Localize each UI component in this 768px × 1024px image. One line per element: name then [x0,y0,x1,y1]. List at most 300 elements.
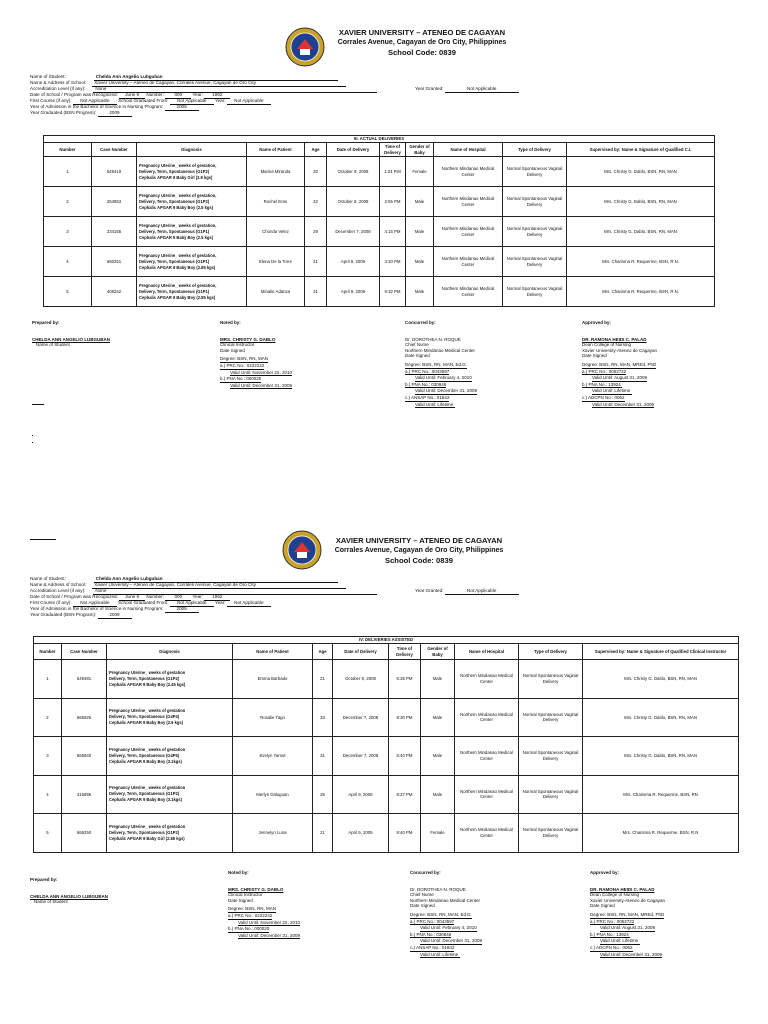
diagnosis-line: Delivery, Term, Spontaneous (G1P2) [109,791,180,797]
university-header [327,28,517,58]
concurred-head: Concurred by: [405,320,436,325]
concurred-pna: b.) PNA No.: 030846 [410,931,452,937]
cell-diagnosis [107,660,233,699]
school-grad-value: Not Applicable [170,98,214,105]
cell-age: 21 [305,247,327,277]
table-title: III. ACTUAL DELIVERIES [44,136,715,143]
diagnosis-line: Delivery, Term, Spontaneous (G1P2) [139,168,210,174]
divider-line [30,539,56,540]
year-label: Year: [192,92,204,97]
cell-age: 21 [313,660,333,699]
cell-supervisor: Mrs. Charisma R. Requerme, BSN, RN [583,775,739,814]
number-label: Number: [146,92,165,97]
cell-date: April 9, 2009 [333,775,389,814]
cell-delivery-type: Normal Spontaneous Vaginal Delivery [503,277,567,307]
cell-gender: Male [406,187,434,217]
cell-time: 9:27 PM [389,775,421,814]
table-row [34,660,739,699]
cell-number: 3 [44,217,92,247]
cell-delivery-type: Normal Spontaneous Vaginal Delivery [519,775,583,814]
prepared-role: Name of Student [34,899,68,905]
cell-date: April 9, 2009 [333,814,389,853]
cell-number: 4 [44,247,92,277]
prepared-role: Name of Student [36,342,70,348]
cell-supervisor: Mrs. Charisma R. Requerme, BSN, R.N [583,814,739,853]
cell-case-number: 566926 [62,698,107,737]
year2-value: Not Applicable [227,98,271,105]
cell-delivery-type: Normal Spontaneous Vaginal Delivery [519,737,583,776]
cell-supervisor: Mrs. Christy G. Dablo, BSN, RN, MAN [567,157,715,187]
diagnosis-line: Pregnancy Uterine_ weeks of gestation [109,669,186,675]
cell-patient: Minalie Adanza [247,277,305,307]
cell-patient: Evelyn Yamut [233,737,313,776]
school-label: Name & Address of School: [30,582,87,587]
cell-age: 26 [313,775,333,814]
cell-time: 4:15 PM [380,217,406,247]
school-grad-label: School Graduated From: [118,600,169,605]
approved-pna-valid: Valid Until: Lifetime [600,938,639,944]
approved-adcpn: c.) ADCPN No.: 0062 [590,944,633,950]
cell-date: April 9, 2009 [327,247,380,277]
concurred-org: Northern Mindanao Medical Center [410,897,481,903]
prepared-head: Prepared by: [30,877,58,882]
cell-gender: Male [421,698,455,737]
col-header: Name of Patient [233,644,313,660]
concurred-pna-valid: Valid Until: December 31, 2009 [420,938,482,944]
name-label: Name of Student: [30,576,66,581]
divider-line [32,404,44,405]
cell-supervisor: Mrs. Christy G. Dablo, BSN, RN, MAN [567,187,715,217]
diagnosis-line: Delivery, Term, Spontaneous (G4P4) [109,714,180,720]
concurred-name: Dr. DOROTHEA N. ROQUE [410,886,466,892]
cell-gender: Male [406,247,434,277]
diagnosis-line: Pregnancy Uterine_ weeks of gestation, [139,222,217,228]
approved-org: Xavier University-Ateneo de Cagayan [590,897,666,903]
col-header: Gender of Baby [421,644,455,660]
table-row [34,737,739,776]
year2-label: Year: [214,600,226,605]
cell-delivery-type: Normal Spontaneous Vaginal Delivery [519,660,583,699]
diagnosis-line: Cephalic APGAR 9 Baby Boy (2.85 kgs) [139,264,216,270]
student-name: Chelda Ann Angelio Lubguban [94,576,338,583]
cell-delivery-type: Normal Spontaneous Vaginal Delivery [519,814,583,853]
school-value: Xavier University – Ateneo de Cagayan, Corrales Avenue, Cagayan de Oro City [92,80,346,87]
noted-head: Noted by: [228,870,249,875]
cell-diagnosis [137,187,247,217]
dot-mark [32,442,33,443]
first-course-label: First Course (if any): [30,98,72,103]
diagnosis-line: Delivery, Term, Spontaneous (G1P1) [139,288,210,294]
number-value: 000 [165,92,191,99]
cell-number: 2 [44,187,92,217]
cell-case-number: 234155 [92,217,137,247]
concurred-pna-valid: Valid Until: December 31, 2009 [415,388,477,394]
noted-pna-valid: Valid Until: December 31, 2009 [238,932,300,938]
cell-hospital: Northern Mindanao Medical Center [455,775,519,814]
cell-gender: Male [421,660,455,699]
cell-age: 21 [313,814,333,853]
university-name: XAVIER UNIVERSITY – ATENEO DE CAGAYAN [335,536,503,545]
diagnosis-line: Cephalic APGAR 9 Baby Girl (2.9 kgs) [139,174,213,180]
cell-hospital: Northern Mindanao Medical Center [434,217,503,247]
cell-age: 22 [305,187,327,217]
cell-date: April 9, 2009 [327,277,380,307]
diagnosis-line: Delivery, Term, Spontaneous (G4P5) [109,752,180,758]
cell-gender: Male [406,277,434,307]
cell-number: 1 [34,660,62,699]
diagnosis-line: Pregnancy Uterine_ weeks of gestation, [139,282,217,288]
approved-head: Approved by: [590,870,620,875]
concurred-degree: Degree: BSN, RN, MAN, Ed.D. [405,361,467,367]
concurred-date: Date Signed [405,353,430,359]
year-label: Year: [192,594,204,599]
diagnosis-line: Pregnancy Uterine_ weeks of gestation [109,785,186,791]
diagnosis-line: Delivery, Term, Spontaneous (G1P2) [139,198,210,204]
graduated-label: Year Graduated (BSN Program): [30,612,97,617]
cell-hospital: Northern Mindanao Medical Center [434,187,503,217]
concurred-pna: b.) PNA No.: 030846 [405,381,447,387]
diagnosis-line: Cephalic APGAR 9 Baby Boy (2.45 kgs) [109,681,186,687]
cell-hospital: Northern Mindanao Medical Center [455,814,519,853]
first-course-value: Not Applicable [73,600,117,607]
cell-delivery-type: Normal Spontaneous Vaginal Delivery [503,157,567,187]
col-header: Diagnosis [137,143,247,157]
cell-supervisor: Mrs. Charisma R. Requerme, BSN, R.N. [567,247,715,277]
approved-head: Approved by: [582,320,612,325]
approved-degree: Degree: BSN, RN, MAN, MREd, PhD [590,911,665,917]
cell-diagnosis [137,277,247,307]
approved-prc: a.) PRC No.: 0052722 [590,918,635,924]
cell-patient: Elena De la Torre [247,247,305,277]
cell-delivery-type: Normal Spontaneous Vaginal Delivery [519,698,583,737]
prepared-name: CHELDA ANN ANGELIO LUBGUBAN [30,893,108,899]
cell-case-number: 660251 [92,247,137,277]
admission-value: 2005 [165,104,199,111]
diagnosis-line: Cephalic APGAR 9 Baby Boy (2.85 kgs) [139,294,216,300]
cell-age: 21 [305,277,327,307]
diagnosis-line: Cephalic APGAR 9 Baby Girl (2.85 kgs) [109,835,185,841]
cell-time: 9:30 PM [389,698,421,737]
noted-degree: Degree: BSN, RN, MAN [228,906,277,912]
concurred-ansap: c.) ANSAP No.: 01842 [410,944,455,950]
cell-patient: Emma Barbado [233,660,313,699]
cell-time: 9:40 PM [389,814,421,853]
school-value: Xavier University – Ateneo de Cagayan, Corrales Avenue, Cagayan de Oro City [92,582,346,589]
concurred-prc-valid: Valid Until: February 4, 2010 [415,375,472,381]
cell-diagnosis [107,775,233,814]
concurred-prc: a.) PRC No.: 0043597 [405,368,450,374]
concurred-by [405,320,477,408]
concurred-head: Concurred by: [410,870,441,875]
university-seal-icon [285,27,325,67]
concurred-ansap-valid: Valid Until: Lifetime [415,401,454,407]
noted-name: MRS. CHRISTY G. DABLO [220,336,276,342]
cell-number: 5 [34,814,62,853]
col-header: Date of Delivery [333,644,389,660]
approved-prc-valid: Valid Until: August 31, 2009 [600,925,655,931]
accred-label: Accreditation Level (if any): [30,588,86,593]
first-course-value: Not Applicable [73,98,117,105]
cell-gender: Female [406,157,434,187]
table-row [44,217,715,247]
noted-pna: b.) PNA No.: 000020 [220,376,262,382]
accred-value: None [93,86,377,93]
student-info [30,74,730,116]
approved-by [590,870,665,958]
col-header: Name of Patient [247,143,305,157]
admission-label: Year of Admission in the Bachelor of Science in Nursing Program: [30,606,164,611]
cell-patient: Marina Miranda [247,157,305,187]
noted-date: Date Signed [220,347,245,353]
diagnosis-line: Cephalic APGAR 9 Baby Boy (3.1kgs) [109,797,182,803]
concurred-org: Northern Mindanao Medical Center [405,347,476,353]
col-header: Name of Hospital [434,143,503,157]
actual-deliveries-table [43,135,715,307]
noted-prc-valid: Valid Until: November 22, 2010 [238,919,300,925]
approved-prc: a.) PRC No.: 0052722 [582,368,627,374]
approved-pna: b.) PNA No.: 13924 [582,381,621,387]
student-name: Chelda Ann Angelio Lubguban [94,74,338,81]
cell-case-number: 549481 [62,660,107,699]
year-granted-label: Year Granted: [415,86,444,91]
cell-supervisor: Mrs. Christy G. Dablo, BSN, RN, MAN [583,698,739,737]
cell-hospital: Northern Mindanao Medical Center [455,660,519,699]
cell-supervisor: Mrs. Charisma R. Requerme, BSN, R.N. [567,277,715,307]
col-header: Age [313,644,333,660]
accred-label: Accreditation Level (if any): [30,86,86,91]
approved-adcpn-valid: Valid Until: December 31, 2009 [600,951,662,957]
table-row [44,187,715,217]
cell-case-number: 666250 [62,814,107,853]
diagnosis-line: Pregnancy Uterine_ weeks of gestation, [139,162,217,168]
cell-hospital: Northern Mindanao Medical Center [455,737,519,776]
cell-hospital: Northern Mindanao Medical Center [434,247,503,277]
cell-diagnosis [107,698,233,737]
concurred-role: Chief Nurse [410,892,434,898]
noted-prc-valid: Valid Until: November 22, 2010 [230,369,292,375]
diagnosis-line: Pregnancy Uterine_ weeks of gestation [109,708,186,714]
deliveries-assisted-table [33,636,739,853]
noted-role: Clinical Instructor [220,342,255,348]
cell-time: 9:32 PM [380,277,406,307]
noted-by [220,320,292,389]
concurred-prc: a.) PRC No.: 0043597 [410,918,455,924]
year-granted-value: Not Applicable [445,86,519,93]
cell-date: December 7, 2008 [333,737,389,776]
cell-diagnosis [107,814,233,853]
year2-label: Year: [214,98,226,103]
cell-number: 5 [44,277,92,307]
col-header: Date of Delivery [327,143,380,157]
cell-gender: Male [406,217,434,247]
diagnosis-line: Cephalic APGAR 9 Baby Boy (2.5 kgs) [139,204,214,210]
cell-supervisor: Mrs. Christy G. Dablo, BSN, RN, MAN [583,660,739,699]
diagnosis-line: Delivery, Term, Spontaneous (G1P1) [139,228,210,234]
cell-hospital: Northern Mindanao Medical Center [455,698,519,737]
noted-role: Clinical Instructor [228,892,263,898]
col-header: Case Number [62,644,107,660]
col-header: Type of Delivery [503,143,567,157]
cell-age: 33 [313,698,333,737]
cell-case-number: 254953 [92,187,137,217]
concurred-degree: Degree: BSN, RN, MAN, Ed.D. [410,911,472,917]
col-header: Gender of Baby [406,143,434,157]
cell-time: 2:55 PM [380,187,406,217]
concurred-ansap-valid: Valid Until: Lifetime [420,951,459,957]
diagnosis-line: Delivery, Term, Spontaneous (G1P2) [109,675,180,681]
school-label: Name & Address of School: [30,80,87,85]
cell-number: 2 [34,698,62,737]
university-header [324,536,514,566]
noted-pna: b.) PNA No.: 000020 [228,926,270,932]
form-page-deliveries-assisted [0,512,768,1024]
accred-value: None [93,588,377,595]
approved-name: DR. RAMONA HEIDI C. PALAD [582,336,647,342]
col-header: Name of Hospital [455,644,519,660]
approved-role: Dean College of Nursing [590,892,640,898]
concurred-role: Chief Nurse [405,342,429,348]
cell-supervisor: Mrs. Christy G. Dablo, BSN, RN, MAN [567,217,715,247]
col-header: Diagnosis [107,644,233,660]
university-address: Corrales Avenue, Cagayan de Oro City, Philippines [337,39,507,46]
cell-case-number: 409342 [92,277,137,307]
col-header: Age [305,143,327,157]
recognized-label: Date of School / Program was Recognized: [30,594,118,599]
cell-diagnosis [137,247,247,277]
cell-diagnosis [107,737,233,776]
cell-gender: Male [421,737,455,776]
diagnosis-line: Pregnancy Uterine_ weeks of gestation [109,823,186,829]
approved-adcpn: c.) ADCPN No.: 0062 [582,394,625,400]
noted-prc: a.) PRC No.: 0222242 [220,362,265,368]
year-value: 1962 [204,594,230,601]
university-seal-icon [282,530,322,570]
noted-by [228,870,300,939]
cell-age: 31 [313,737,333,776]
noted-date: Date Signed [228,897,253,903]
cell-patient: Chonda Velez [247,217,305,247]
school-grad-value: Not Applicable [170,600,214,607]
col-header: Time of Delivery [380,143,406,157]
diagnosis-line: Cephalic APGAR 9 Baby Boy (3.1kgs) [109,758,182,764]
noted-prc: a.) PRC No.: 0222242 [228,912,273,918]
prepared-by [32,320,110,348]
approved-pna-valid: Valid Until: Lifetime [592,388,631,394]
cell-diagnosis [137,157,247,187]
diagnosis-line: Cephalic APGAR 9 Baby Boy (2.9 kgs) [109,720,184,726]
noted-name: MRS. CHRISTY G. DABLO [228,886,284,892]
number-value: 000 [165,594,191,601]
cell-date: October 9, 2008 [333,660,389,699]
admission-label: Year of Admission in the Bachelor of Science in Nursing Program: [30,104,164,109]
cell-patient: Merlyn Daluguan [233,775,313,814]
concurred-prc-valid: Valid Until: February 4, 2010 [420,925,477,931]
concurred-date: Date Signed [410,903,435,909]
graduated-label: Year Graduated (BSN Program): [30,110,97,115]
cell-supervisor: Mrs. Christy G. Dablo, BSN, RN, MAN [583,737,739,776]
prepared-head: Prepared by: [32,320,60,325]
col-header: Supervised by: Name & Signature of Qualified C.I. [567,143,715,157]
name-label: Name of Student: [30,74,66,79]
col-header: Time of Delivery [389,644,421,660]
diagnosis-line: Pregnancy Uterine_ weeks of gestation, [139,192,217,198]
noted-degree: Degree: BSN, RN, MAN [220,356,269,362]
cell-number: 1 [44,157,92,187]
cell-number: 4 [34,775,62,814]
cell-number: 3 [34,737,62,776]
concurred-by [410,870,482,958]
cell-hospital: Northern Mindanao Medical Center [434,277,503,307]
cell-delivery-type: Normal Spontaneous Vaginal Delivery [503,187,567,217]
cell-case-number: 566940 [62,737,107,776]
table-header-row [44,143,715,157]
approved-adcpn-valid: Valid Until: December 31, 2009 [592,401,654,407]
table-row [34,775,739,814]
approved-date: Date Signed [582,353,607,359]
approved-pna: b.) PNA No.: 13924 [590,931,629,937]
concurred-name: Dr. DOROTHEA N. ROQUE [405,336,461,342]
cell-gender: Female [421,814,455,853]
col-header: Number [44,143,92,157]
cell-date: December 7, 2008 [333,698,389,737]
cell-diagnosis [137,217,247,247]
signature-block [0,870,768,990]
col-header: Number [34,644,62,660]
cell-patient: Jennelyn Luna [233,814,313,853]
cell-time: 5:35 PM [389,660,421,699]
cell-case-number: 415995 [62,775,107,814]
col-header: Case Number [92,143,137,157]
recognized-label: Date of School / Program was Recognized: [30,92,118,97]
cell-age: 20 [305,157,327,187]
approved-by [582,320,657,408]
recognized-month: June 9 [119,594,145,601]
cell-age: 29 [305,217,327,247]
year-granted-value: Not Applicable [445,588,519,595]
diagnosis-line: Pregnancy Uterine_ weeks of gestation, [139,252,217,258]
diagnosis-line: Delivery, Term, Spontaneous (G1P1) [139,258,210,264]
noted-pna-valid: Valid Until: December 31, 2009 [230,382,292,388]
year2-value: Not Applicable [227,600,271,607]
cell-time: 5:40 PM [389,737,421,776]
cell-hospital: Northern Mindanao Medical Center [434,157,503,187]
table-header-row [34,644,739,660]
admission-value: 2005 [165,606,199,613]
approved-degree: Degree: BSN, RN, MAN, MREd, PhD [582,361,657,367]
cell-time: 4:20 PM [380,247,406,277]
school-code: School Code: 0839 [388,48,456,57]
noted-head: Noted by: [220,320,241,325]
cell-patient: Rosalie Tago [233,698,313,737]
approved-date: Date Signed [590,903,615,909]
signature-block [0,320,768,440]
approved-prc-valid: Valid Until: August 31, 2009 [592,375,647,381]
col-header: Type of Delivery [519,644,583,660]
diagnosis-line: Delivery, Term, Spontaneous (G1P2) [109,829,180,835]
cell-delivery-type: Normal Spontaneous Vaginal Delivery [503,247,567,277]
table-row [44,277,715,307]
recognized-month: June 9 [119,92,145,99]
prepared-by [30,877,108,905]
year-value: 1962 [204,92,230,99]
cell-time: 1:24 P.M [380,157,406,187]
concurred-ansap: c.) ANSAP No.: 01842 [405,394,450,400]
approved-org: Xavier University-Ateneo de Cagayan [582,347,658,353]
cell-date: December 7, 2008 [327,217,380,247]
school-code: School Code: 0839 [385,556,453,565]
first-course-label: First Course (if any): [30,600,72,605]
table-row [44,247,715,277]
